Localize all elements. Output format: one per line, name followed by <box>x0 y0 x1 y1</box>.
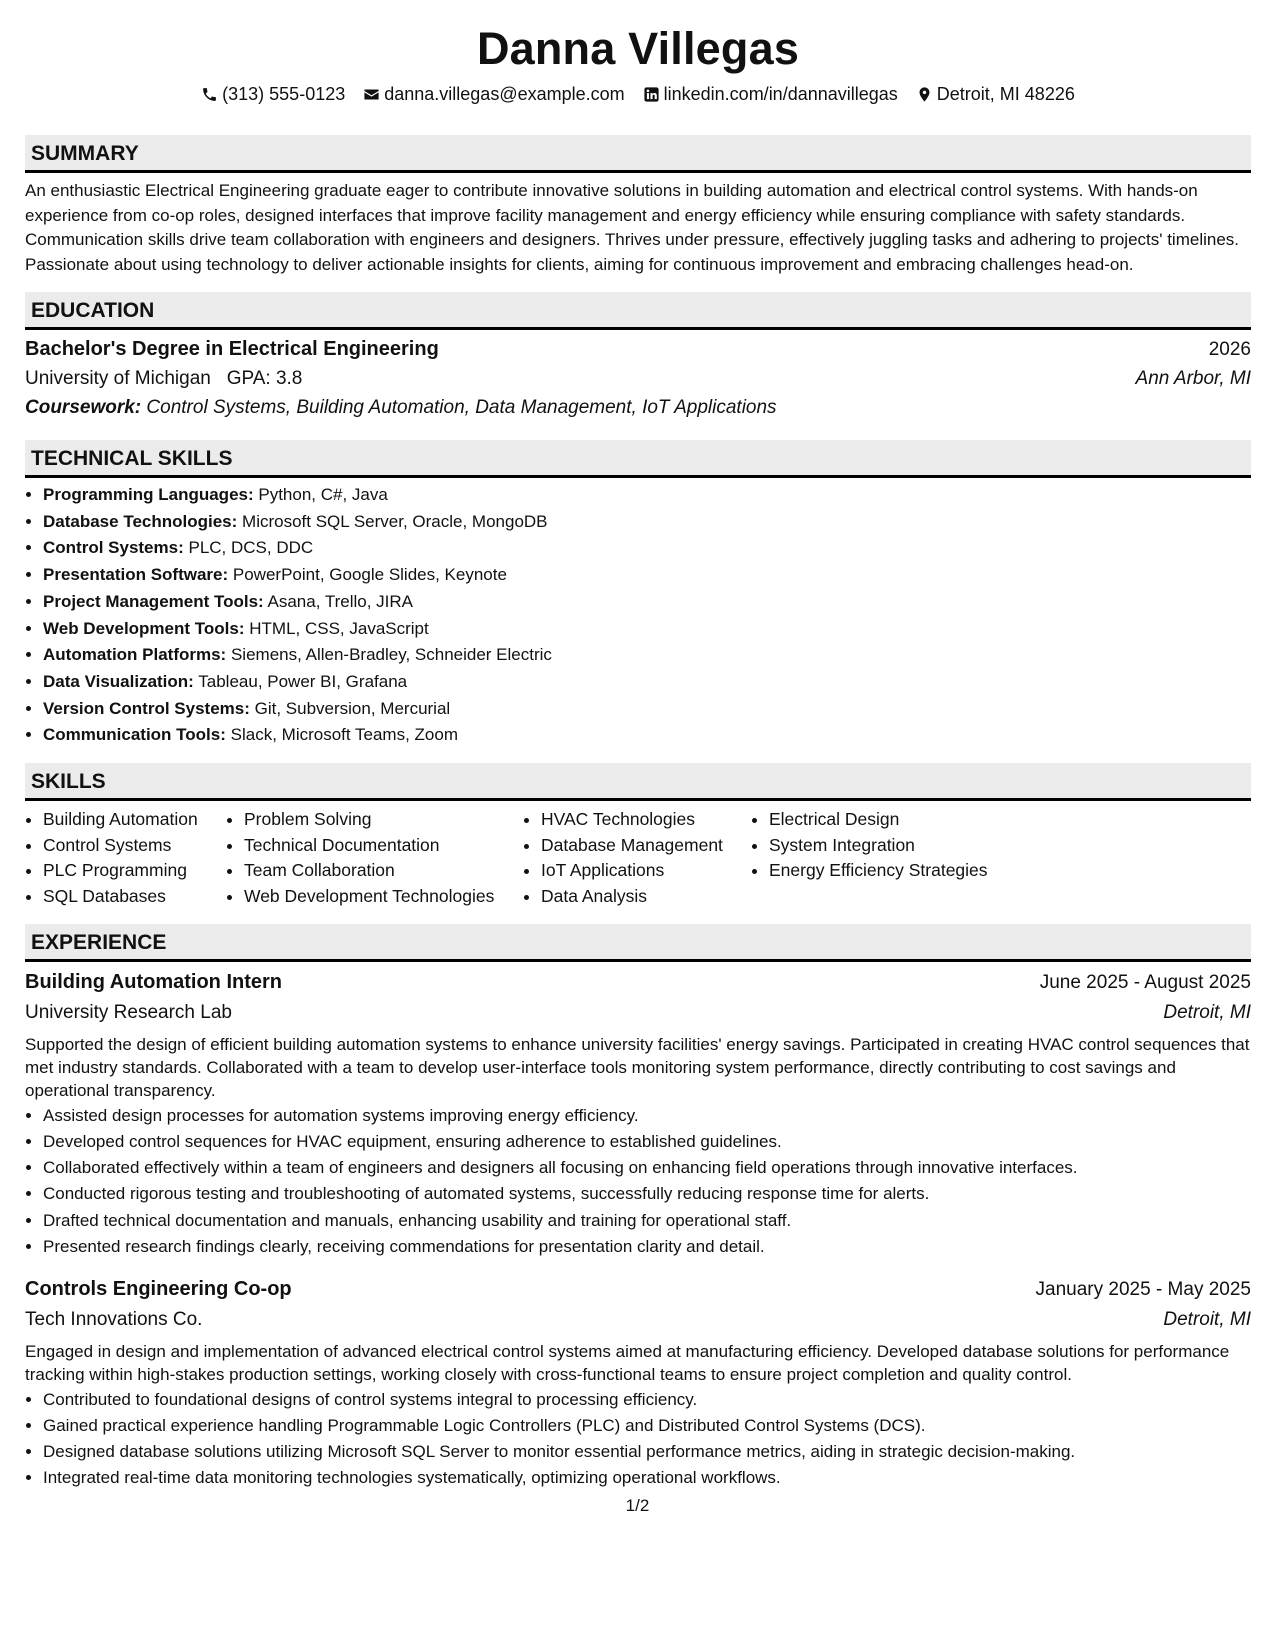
job-bullets <box>25 1387 1251 1492</box>
technical-skill-item <box>43 535 1251 562</box>
coursework-line <box>25 393 1251 422</box>
technical-skill-value: Tableau, Power BI, Grafana <box>198 671 408 691</box>
job-company-row <box>25 1305 1251 1335</box>
job-title-row <box>25 1274 1251 1305</box>
education-entry <box>25 335 1251 422</box>
technical-skill-label: Project Management Tools: <box>43 591 264 611</box>
job-entry <box>25 1274 1251 1491</box>
phone-icon <box>201 86 218 103</box>
technical-skill-item <box>43 669 1251 696</box>
technical-skill-label: Database Technologies: <box>43 511 238 531</box>
skill-item: • Web Development Technologies <box>244 884 523 910</box>
contact-phone <box>201 82 345 106</box>
experience-list <box>25 967 1251 1492</box>
email-text: danna.villegas@example.com <box>384 84 625 104</box>
technical-skill-label: Communication Tools: <box>43 725 226 745</box>
technical-skill-item <box>43 589 1251 616</box>
technical-skill-label: Data Visualization: <box>43 671 194 691</box>
job-bullet: • Assisted design processes for automation systems improving energy efficiency. <box>43 1103 1251 1129</box>
candidate-name: Danna Villegas <box>476 23 800 74</box>
job-location: Detroit, MI <box>1163 1308 1251 1330</box>
job-bullet: • Gained practical experience handling Programmable Logic Controllers (PLC) and Distributed Control Systems (DCS). <box>43 1413 1251 1439</box>
skill-item: • Data Analysis <box>541 884 751 910</box>
section-header-skills: SKILLS <box>25 763 1251 801</box>
technical-skill-label: Automation Platforms: <box>43 645 227 665</box>
job-dates: January 2025 - May 2025 <box>1035 1278 1251 1300</box>
skills-column <box>25 807 226 910</box>
skill-item: • Team Collaboration <box>244 858 523 884</box>
page-number: 1/2 <box>625 1496 650 1515</box>
job-description: Engaged in design and implementation of advanced electrical control systems aimed at manufacturing efficiency. Developed database solutions for performance tracking within high-stakes production settings, working closely with cross-functional teams to ensure project completion and quality control. <box>25 1341 1230 1385</box>
technical-skill-value: Asana, Trello, JIRA <box>267 591 414 611</box>
skill-item: • System Integration <box>769 833 991 859</box>
technical-skills-list <box>25 482 1251 749</box>
job-company: Tech Innovations Co. <box>25 1308 203 1330</box>
map-pin-icon <box>916 86 933 103</box>
skill-item: • Database Management <box>541 833 751 859</box>
job-bullet: • Designed database solutions utilizing Microsoft SQL Server to monitor essential performance metrics, aiding in strategic decision-making. <box>43 1439 1251 1465</box>
job-company-row <box>25 998 1251 1028</box>
contact-linkedin[interactable] <box>643 82 898 106</box>
school-name: University of Michigan <box>25 368 211 389</box>
job-bullet: • Collaborated effectively within a team of engineers and designers all focusing on enhancing field operations through innovative interfaces. <box>43 1155 1251 1181</box>
skill-item: • Electrical Design <box>769 807 991 833</box>
coursework-list: Control Systems, Building Automation, Data Management, IoT Applications <box>146 397 777 418</box>
skills-column <box>751 807 991 910</box>
technical-skill-value: HTML, CSS, JavaScript <box>249 618 429 638</box>
job-bullet: • Presented research findings clearly, receiving commendations for presentation clarity and detail. <box>43 1234 1251 1260</box>
technical-skill-value: Siemens, Allen-Bradley, Schneider Electric <box>230 645 552 665</box>
graduation-year: 2026 <box>1208 339 1251 360</box>
envelope-icon <box>363 86 380 103</box>
skills-column <box>226 807 523 910</box>
job-bullet: • Contributed to foundational designs of control systems integral to processing efficiency. <box>43 1387 1251 1413</box>
skill-item: • Technical Documentation <box>244 833 523 859</box>
skill-item: • Energy Efficiency Strategies <box>769 858 991 884</box>
technical-skill-label: Programming Languages: <box>43 485 254 504</box>
skill-item: • SQL Databases <box>43 884 226 910</box>
technical-skill-item <box>43 696 1251 723</box>
linkedin-icon <box>643 86 660 103</box>
section-header-summary: SUMMARY <box>25 135 1251 173</box>
skill-item: • PLC Programming <box>43 858 226 884</box>
coursework-label: Coursework: <box>25 397 142 418</box>
job-location: Detroit, MI <box>1163 1001 1251 1023</box>
technical-skill-item <box>43 509 1251 536</box>
technical-skill-item <box>43 642 1251 669</box>
section-header-education: EDUCATION <box>25 292 1251 330</box>
skill-item: • Control Systems <box>43 833 226 859</box>
job-bullet: • Developed control sequences for HVAC equipment, ensuring adherence to established guidelines. <box>43 1129 1251 1155</box>
technical-skill-value: PLC, DCS, DDC <box>188 538 314 558</box>
contact-email[interactable] <box>363 82 624 106</box>
technical-skill-label: Control Systems: <box>43 538 184 558</box>
job-bullet: • Drafted technical documentation and manuals, enhancing usability and training for operational staff. <box>43 1208 1251 1234</box>
contact-bar <box>25 82 1251 106</box>
skills-column <box>523 807 751 910</box>
skill-item: • HVAC Technologies <box>541 807 751 833</box>
technical-skill-label: Web Development Tools: <box>43 618 245 638</box>
school-line <box>25 364 302 393</box>
technical-skill-value: Python, C#, Java <box>258 485 388 504</box>
skill-item: • IoT Applications <box>541 858 751 884</box>
skill-item: • Building Automation <box>43 807 226 833</box>
technical-skill-value: Slack, Microsoft Teams, Zoom <box>230 725 458 745</box>
job-bullet: • Conducted rigorous testing and troubleshooting of automated systems, successfully reducing response time for alerts. <box>43 1181 1251 1207</box>
technical-skill-item <box>43 562 1251 589</box>
location-text: Detroit, MI 48226 <box>936 84 1075 104</box>
skills-grid <box>25 807 1251 910</box>
contact-location <box>916 82 1075 106</box>
section-header-technical-skills: TECHNICAL SKILLS <box>25 440 1251 478</box>
phone-text: (313) 555-0123 <box>222 84 346 104</box>
linkedin-text: linkedin.com/in/dannavillegas <box>663 84 898 104</box>
skill-item: • Problem Solving <box>244 807 523 833</box>
gpa: GPA: 3.8 <box>226 368 303 389</box>
job-bullet: • Integrated real-time data monitoring technologies systematically, optimizing operational workflows. <box>43 1465 1251 1491</box>
summary-text: An enthusiastic Electrical Engineering graduate eager to contribute innovative solutions in building automation and electrical control systems. With hands-on experience from co-op roles, designed interfaces that improve facility management and energy efficiency while ensuring compliance with safety standards. Communication skills drive team collaboration with engineers and designers. Thrives under pressure, effectively juggling tasks and adhering to projects' timelines. Passionate about using technology to deliver actionable insights for clients, aiming for continuous improvement and embracing challenges head-on. <box>25 181 1240 274</box>
job-title-row <box>25 967 1251 998</box>
job-entry <box>25 967 1251 1260</box>
technical-skill-value: Git, Subversion, Mercurial <box>254 698 451 718</box>
resume-page <box>25 0 1251 1491</box>
technical-skill-value: PowerPoint, Google Slides, Keynote <box>232 565 507 585</box>
technical-skill-item <box>43 616 1251 643</box>
section-header-experience: EXPERIENCE <box>25 924 1251 962</box>
technical-skill-label: Presentation Software: <box>43 565 229 585</box>
job-bullets <box>25 1103 1251 1260</box>
job-description: Supported the design of efficient building automation systems to enhance university facilities' energy savings. Participated in creating HVAC control sequences that met industry standards. Collaborated with a team to develop user-interface tools monitoring system performance, directly contributing to cost savings and operational transparency. <box>25 1034 1250 1101</box>
technical-skill-item <box>43 482 1251 509</box>
school-location: Ann Arbor, MI <box>1135 368 1251 389</box>
technical-skill-label: Version Control Systems: <box>43 698 250 718</box>
job-dates: June 2025 - August 2025 <box>1039 971 1251 993</box>
technical-skill-item <box>43 722 1251 749</box>
technical-skill-value: Microsoft SQL Server, Oracle, MongoDB <box>242 511 548 531</box>
degree-title: Bachelor's Degree in Electrical Engineering <box>25 338 439 360</box>
job-company: University Research Lab <box>25 1001 232 1023</box>
job-title: Controls Engineering Co-op <box>25 1277 292 1300</box>
job-title: Building Automation Intern <box>25 970 283 993</box>
